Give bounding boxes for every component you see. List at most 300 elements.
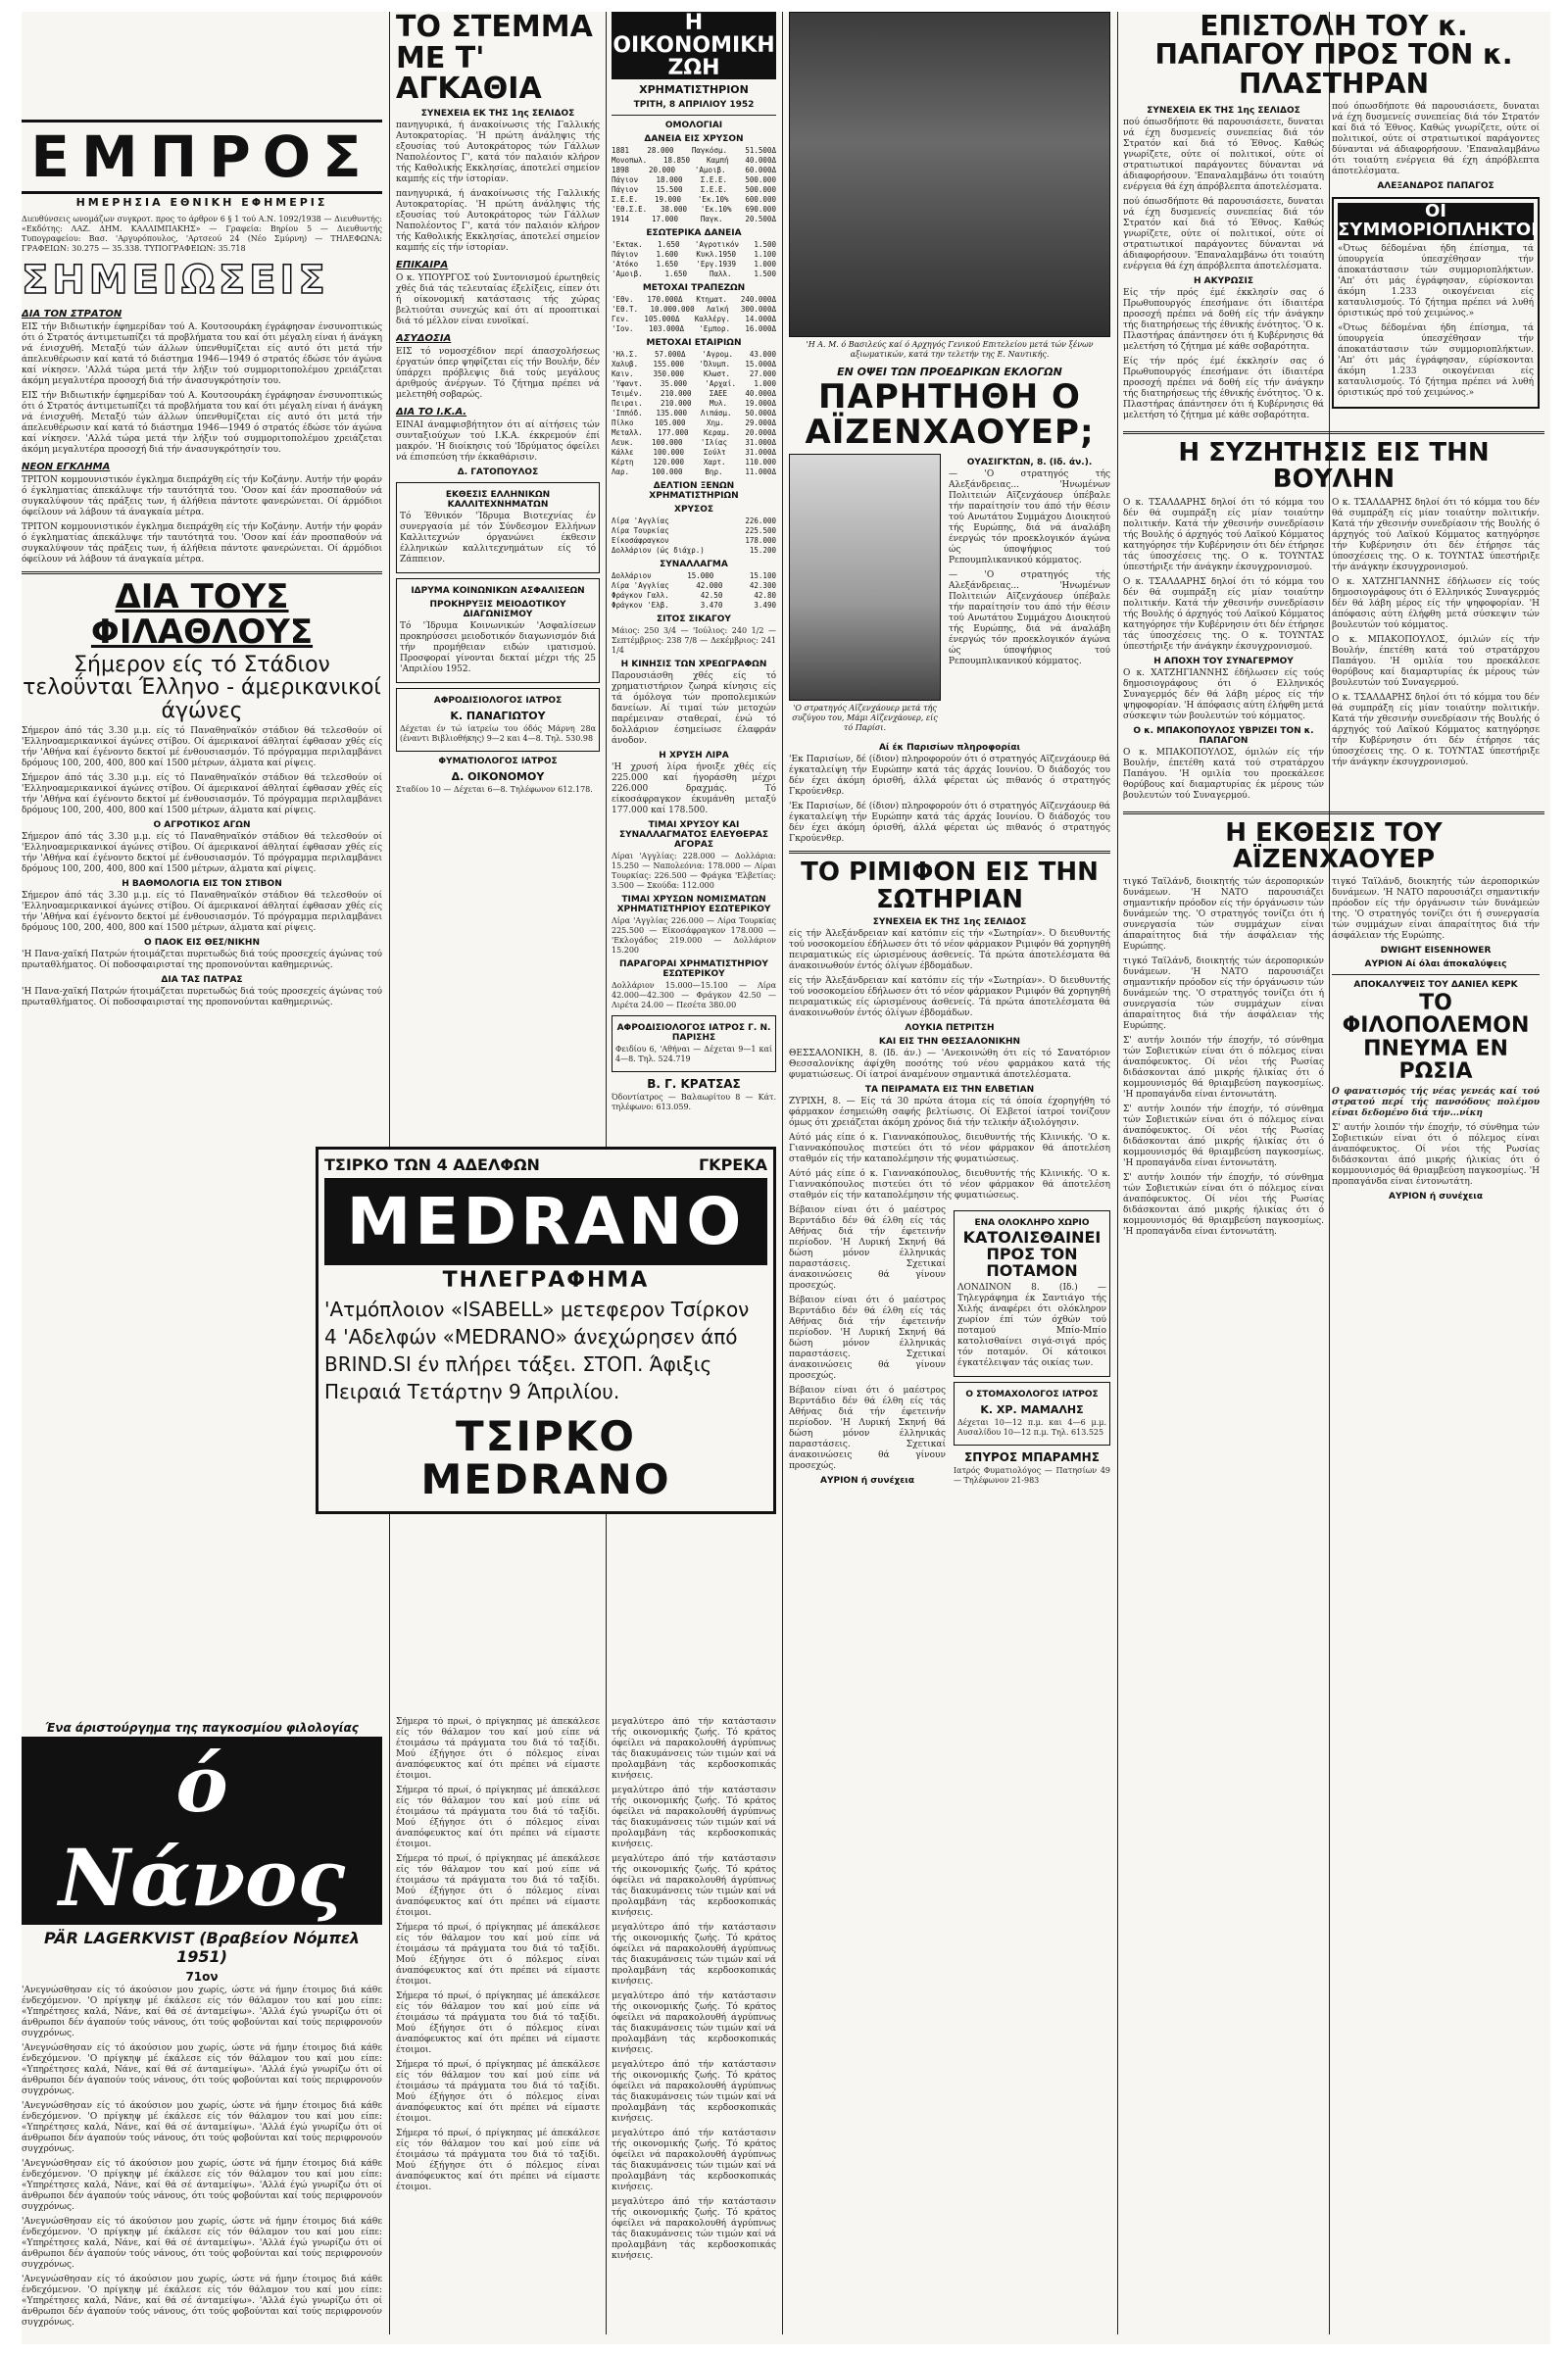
article-text: ΤΡΙΤΟΝ κομμουνιστικόν έγκλημα διεπράχθη είς τήν Κοζάνην. Αυτήν τήν φοράν ό έγκληματίας άπεκάλυψε τήν ταυτότητά του. 'Οσον καί έάν προσπαθούν νά συγκαλύψουν τάς πράξεις των, ή άλήθεια πάντοτε φανερώνεται. Οί άρμόδιοι όφείλουν νά λάβουν τά άναγκαία μέτρα. [22, 475, 382, 517]
table-cell: 240.000Δ [740, 295, 776, 305]
heading: ΝΕΟΝ ΕΓΚΛΗΜΑ [22, 462, 111, 472]
table-cell: 1.000 [754, 260, 776, 270]
table-cell: 'Εμπορ. [699, 324, 731, 334]
article-text: 'Η Πανα-χαϊκή Πατρών ήτοιμάζεται πυρετωδώς διά τούς προσεχείς άγώνας τού πρωταθλήματος. Οί ποδοσφαιρισταί της προπονούνται καθημερινώς. [22, 949, 382, 970]
report-left [1123, 877, 1324, 1242]
doctor-address: Όδοντίατρος — Βαλαωρίτου 8 — Κάτ. τηλέφωνο: 613.059. [612, 1093, 776, 1112]
box-text: ΛΟΝΔΙΝΟΝ 8. (Ιδ.) — Τηλεγράφημα έκ Σαντιάγο τής Χιλής άναφέρει ότι ολόκληρον χωρίον έπί τών όχθών τού ποταμού Μπίο-Μπίο κατολισθαίνει σιγά-σιγά πρός τόν ποταμόν. Οί κάτοικοι έγκατέλειψαν τάς οικίας των. [957, 1283, 1106, 1369]
table-cell: 1.500 [754, 240, 776, 250]
article-text: Σήμερον άπό τάς 3.30 μ.μ. είς τό Παναθηναϊκόν στάδιον θά τελεσθούν οί 'Ελληνοαμερικανικοί άγώνες στίβου. Οί άμερικανοί άθληταί έφθασαν χθές είς τήν 'Αθήνα καί έγένοντο δεκτοί μέ ένθουσιασμόν. Τό πρόγραμμα περιλαμβάνει δρόμους 100, 200, 400, 800 καί 1500 μέτρων, άλματα καί ρίψεις. [22, 890, 382, 933]
serial-author: PÄR LAGERKVIST (Βραβείον Νόμπελ 1951) [43, 1929, 361, 1966]
divider [1332, 974, 1540, 975]
doctor-title: Ο ΣΤΟΜΑΧΟΛΟΓΟΣ ΙΑΤΡΟΣ [965, 1390, 1099, 1400]
ad-tag-right: ΓΚΡΕΚΑ [698, 1155, 767, 1174]
table-cell: 'Εκ.10% [700, 205, 732, 215]
article-text: 'Εκ Παρισίων, δέ (ίδιον) πληροφορούν ότι ό στρατηγός Αϊζενχάουερ θά έγκαταλείψη τήν Ευρώπην κατά τάς άρχάς Ιουνίου. Ό διάδοχός του δέν έχει άκόμη όρισθή, άλλά φέρεται ώς πιθανός ό στρατηγός Γκρούενθερ. [789, 802, 1110, 845]
serial-text: 'Ανεγνώσθησαν είς τό άκούσιον μου χωρίς, ώστε νά ήμην έτοιμος διά κάθε ένδεχόμενον. 'Ο πρίγκηψ μέ έκάλεσε είς τόν θάλαμον του καί μου είπε: «Υπηρέτησες καλά, Νάνε, καί θά σέ άνταμείψω». 'Αλλά έγώ γνωρίζω ότι οί άνθρωποι δέν άγαπούν τούς νάνους, ότι τούς φοβούνται καί τούς περιφρονούν συγχρόνως. [22, 2101, 382, 2154]
box-text: Τό 'Ίδρυμα Κοινωνικών 'Ασφαλίσεων προκηρύσσει μειοδοτικόν διαγωνισμόν διά τήν προμήθειαν ειδών ιματισμού. Προσφοραί γίνονται δεκταί μέχρι τής 25 'Απριλίου 1952. [400, 620, 596, 674]
table-cell: Μεταλλ. [612, 428, 643, 438]
article-text: 'Η Πανα-χαϊκή Πατρών ήτοιμάζεται πυρετωδώς διά τούς προσεχείς άγώνας τού πρωταθλήματος. Οί ποδοσφαιρισταί της προπονούνται καθημερινώς. [22, 986, 382, 1007]
table-cell: 'Εκ.10% [697, 195, 729, 205]
table-cell: Φράγκον 'Ελβ. [612, 601, 669, 611]
article-text: Ο κ. ΤΣΑΛΔΑΡΗΣ δηλοί ότι τό κόμμα του δέν θά συμπράξη είς μίαν τοιαύτην πολιτικήν. Κατά τήν χθεσινήν συνεδρίασιν τής Βουλής ό άρχηγός τού Λαϊκού Κόμματος κατηγόρησε τήν Κυβέρνησιν ότι δέν έτήρησε τάς ύποσχέσεις της. Ο κ. ΤΟΥΝΤΑΣ ύπεστήριξε τήν άνάγκην έκσυγχρονισμού. [1332, 692, 1540, 767]
table-cell: 'Ατόκο [612, 260, 639, 270]
table-cell: Χαλυβ. [612, 360, 639, 369]
serial-text: 'Ανεγνώσθησαν είς τό άκούσιον μου χωρίς, ώστε νά ήμην έτοιμος διά κάθε ένδεχόμενον. 'Ο πρίγκηψ μέ έκάλεσε είς τόν θάλαμον του καί μου είπε: «Υπηρέτησες καλά, Νάνε, καί θά σέ άνταμείψω». 'Αλλά έγώ γνωρίζω ότι οί άνθρωποι δέν άγαπούν τούς νάνους, ότι τούς φοβούνται καί τούς περιφρονούν συγχρόνως. [22, 2217, 382, 2270]
table-cell: 1.650 [656, 260, 679, 270]
article-text: Σήμερον άπό τάς 3.30 μ.μ. είς τό Παναθηναϊκόν στάδιον θά τελεσθούν οί 'Ελληνοαμερικανικοί άγώνες στίβου. Οί άμερικανοί άθληταί έφθασαν χθές είς τήν 'Αθήνα καί έγένοντο δεκτοί μέ ένθουσιασμόν. Τό πρόγραμμα περιλαμβάνει δρόμους 100, 200, 400, 800 καί 1500 μέτρων, άλματα καί ρίψεις. [22, 831, 382, 874]
subheading: Η ΑΚΥΡΩΣΙΣ [1193, 276, 1253, 287]
doctor-ad [954, 1382, 1110, 1446]
article-text: Αύτό μάς είπε ό κ. Γιαννακόπουλος, διευθυντής τής Κλινικής. 'Ο κ. Γιαννακόπουλος πιστεύει ότι τό νέον φάρμακον θά άποτελέση σταθμόν είς τήν καταπολέμησιν τής φυματιώσεως. [789, 1168, 1110, 1201]
masthead-subtitle: ΗΜΕΡΗΣΙΑ ΕΘΝΙΚΗ ΕΦΗΜΕΡΙΣ [75, 196, 328, 209]
box-headline: ΟΙ ΣΥΜΜΟΡΙΟΠΛΗΚΤΟΙ [1338, 201, 1538, 241]
signature: Δ. ΓΑΤΟΠΟΥΛΟΣ [457, 466, 539, 477]
table-row [612, 270, 776, 279]
table-cell: 'Εκτακ. [612, 240, 643, 250]
article-text: Ο κ. ΜΠΑΚΟΠΟΥΛΟΣ, όμιλών είς τήν Βουλήν, έπετέθη κατά τού στρατάρχου Παπάγου. 'Η ομιλία του προεκάλεσε θορύβους καί διαμαρτυρίας έκ μέρους τών βουλευτών τού Συναγερμού. [1123, 747, 1324, 801]
divider [1123, 431, 1544, 434]
subheading: ΠΑΡΑΓΟΡΑΙ ΧΡΗΜΑΤΙΣΤΗΡΙΟΥ ΕΣΩΤΕΡΙΚΟΥ [619, 959, 768, 980]
table-cell: 350.000 [653, 369, 685, 379]
table-cell: 155.000 [653, 360, 685, 369]
economy-title: Η ΟΙΚΟΝΟΜΙΚΗ ΖΩΗ [612, 12, 775, 81]
table-cell: 1.600 [656, 250, 679, 260]
table-cell: 28.000 [647, 146, 674, 156]
table-cell: 3.470 [700, 601, 723, 611]
table-cell: Τσιμέν. [612, 389, 643, 399]
column-rule [1117, 12, 1118, 2334]
table-row [612, 516, 776, 526]
table-cell: Πάγιον [612, 175, 639, 185]
table-cell: 'Ιππόδ. [612, 409, 643, 418]
table-cell: Δολλάριον [612, 571, 652, 581]
heading: ΔΙΑ ΤΟ Ι.Κ.Α. [396, 406, 467, 417]
heading: ΔΙΑ ΤΟΝ ΣΤΡΑΤΟΝ [22, 309, 122, 319]
table-cell: 500.000 [745, 175, 776, 185]
article-text: ΕΙΣ τήν Βιδιωτικήν έφημερίδαν τού Α. Κουτσουράκη έγράφησαν ένσυνοπτικώς ότι ό Στρατός άντιμετωπίζει τά προβλήματα του καί ότι μέγαλη είναι ή άνάγκη νά ένισχυθή. Μεταξύ τών άλλων ύπενθυμίζεται είς αυτό ότι μετά τήν άπελευθέρωσιν καί κατά τό διάστημα 1946—1949 ό στρατός έδώσε τόν άγώνα καί νίκησεν. 'Αλλά τώρα μετά τήν λήξιν τού συμμοριτοπολέμου χρειάζεται άκόμη μεγαλυτέρα προσοχή διά τήν άνασυγκρότησίν του. [22, 322, 382, 386]
subheading: ΚΑΙ ΕΙΣ ΤΗΝ ΘΕΣΣΑΛΟΝΙΚΗΝ [878, 1036, 1021, 1047]
table-cell: 1.100 [754, 250, 776, 260]
article-text: Είς τήν πρός έμέ έκκλησίν σας ό Πρωθυπουργός έπεσήμανε ότι ίδιαιτέρα προσοχή πρέπει νά δοθή είς τήν άνάγκην τής διατηρήσεως τής έθνικής ένότητος. 'Ο κ. Πλαστήρας άπάντησεν ότι ή Κυβέρνησις θά μελετήση τό ζήτημα μέ κάθε σοβαρότητα. [1123, 357, 1324, 421]
article-text: Ο κ. ΧΑΤΖΗΓΙΑΝΝΗΣ έδήλωσεν είς τούς δημοσιογράφους ότι ό Ελληνικός Συναγερμός δέν θά λάβη μέρος είς τήν ψηφοφορίαν. 'Η άπόφασις αύτη έλήφθη μετά σύσκεψιν τών βουλευτών τού κόμματος. [1332, 576, 1540, 630]
table-cell: 43.000 [749, 350, 776, 360]
article-text: Σήμερα τό πρωί, ό πρίγκηπας μέ άπεκάλεσε είς τόν θάλαμον του καί μού είπε νά έτοιμάσω τά πράγματα του διά τό ταξίδι. Μού έξήγησε ότι ό πόλεμος είναι άναπόφευκτος καί ότι πρέπει νά είμαστε έτοιμοι. [396, 1854, 600, 1918]
table-row [612, 166, 776, 175]
table-row [612, 350, 776, 360]
table-cell: Γεν. [612, 315, 630, 324]
doctor-ad [396, 688, 600, 752]
subheading: Η ΒΑΘΜΟΛΟΓΙΑ ΕΙΣ ΤΟΝ ΣΤΙΒΟΝ [122, 878, 282, 889]
table-row [612, 185, 776, 195]
table-cell: 35.000 [660, 379, 688, 389]
table-cell: Λιπάσμ. [700, 409, 732, 418]
table-cell: 31.000Δ [745, 438, 776, 448]
table-cell: Καμπή [706, 156, 729, 166]
table-title: ΜΕΤΟΧΑΙ ΤΡΑΠΕΖΩΝ [642, 283, 746, 294]
table-cell: Κέρτη [612, 458, 634, 467]
serial-text: 'Ανεγνώσθησαν είς τό άκούσιον μου χωρίς, ώστε νά ήμην έτοιμος διά κάθε ένδεχόμενον. 'Ο πρίγκηψ μέ έκάλεσε είς τόν θάλαμον του καί μου είπε: «Υπηρέτησες καλά, Νάνε, καί θά σέ άνταμείψω». 'Αλλά έγώ γνωρίζω ότι οί άνθρωποι δέν άγαπούν τούς νάνους, ότι τούς φοβούνται καί τούς περιφρονούν συγχρόνως. [22, 2043, 382, 2096]
table-cell: 100.000 [651, 438, 683, 448]
table-cell: 20.000 [648, 166, 676, 175]
table-cell: Σ.Ε.Ε. [700, 175, 727, 185]
article-text: Σήμερα τό πρωί, ό πρίγκηπας μέ άπεκάλεσε είς τόν θάλαμον του καί μού είπε νά έτοιμάσω τά πράγματα του διά τό ταξίδι. Μού έξήγησε ότι ό πόλεμος είναι άναπόφευκτος καί ότι πρέπει νά είμαστε έτοιμοι. [396, 1923, 600, 1987]
article-text: Λίραι 'Αγγλίας: 228.000 — Δολλάρια: 15.250 — Ναπολεόνια: 178.000 — Λίραι Τουρκίας: 226.500 — Φράγκα 'Ελβετίας: 3.500 — Σκούδα: 112.000 [612, 852, 776, 891]
serial-text: 'Ανεγνώσθησαν είς τό άκούσιον μου χωρίς, ώστε νά ήμην έτοιμος διά κάθε ένδεχόμενον. 'Ο πρίγκηψ μέ έκάλεσε είς τόν θάλαμον του καί μου είπε: «Υπηρέτησες καλά, Νάνε, καί θά σέ άνταμείψω». 'Αλλά έγώ γνωρίζω ότι οί άνθρωποι δέν άγαπούν τούς νάνους, ότι τούς φοβούνται καί τούς περιφρονούν συγχρόνως. [22, 2275, 382, 2328]
landslide-box [954, 1210, 1110, 1377]
newspaper-page [22, 12, 1550, 2344]
subheading: ΤΙΜΑΙ ΧΡΥΣΩΝ ΝΟΜΙΣΜΑΤΩΝ ΧΡΗΜΑΤΙΣΤΗΡΙΟΥ ΕΣΩΤΕΡΙΚΟΥ [616, 895, 771, 915]
photo-block [789, 454, 941, 739]
table-row [612, 205, 776, 215]
letter-left [1123, 102, 1324, 425]
table-cell: Κυκλ.1950 [696, 250, 737, 260]
article-text: 'Η χρυσή λίρα ήνοιξε χθές είς 225.000 καί ήγοράσθη μέχρι 226.000 δραχμάς. Τό είκοσάφραγκον έκυμάνθη μεταξύ 177.000 καί 178.500. [612, 762, 776, 816]
ad-header [324, 1155, 767, 1174]
table-cell: 11.000Δ [745, 467, 776, 477]
table-cell: 690.000 [745, 205, 776, 215]
table-cell: 'Εργ.1939 [696, 260, 737, 270]
signature: ΛΟΥΚΙΑ ΠΕΤΡΙΤΣΗ [905, 1022, 995, 1033]
table-row [612, 418, 776, 428]
divider [1123, 811, 1544, 814]
parliament-layout [1123, 498, 1544, 806]
table-cell: 10.000.000 [650, 305, 695, 315]
table-cell: 57.000Δ [654, 350, 686, 360]
grain-text: Μάιος: 250 3/4 — 'Ιούλιος: 240 1/2 — Σεπτέμβριος: 238 7/8 — Δεκέμβριος: 241 1/4 [612, 626, 776, 656]
table-cell: Πίλκο [612, 418, 634, 428]
signature: DWIGHT EISENHOWER [1380, 946, 1492, 957]
article-text: — 'Ο στρατηγός τής Αλεξάνδρειας... 'Ηνωμένων Πολιτειών Αϊζενχάουερ ύπέβαλε τήν παραίτησίν του άπό τήν θέσιν τού Ανωτάτου Συμμάχου Διοικητού τής Ευρώπης, διά νά άναλάβη ένεργώς τόν προεκλογικόν άγώνα ώς ύποψήφιος τού Ρεπουμπλικανικού κόμματος. [949, 570, 1110, 667]
doctor-title: ΑΦΡΟΔΙΣΙΟΛΟΓΟΣ ΙΑΤΡΟΣ Γ. Ν. ΠΑΡΙΣΗΣ [616, 1023, 771, 1044]
ad-footer: ΤΣΙΡΚΟ MEDRANO [420, 1412, 671, 1504]
article-text: Βέβαιον είναι ότι ό μαέστρος Βερντάδιο δέν θά έλθη είς τάς Αθήνας διά τήν έφετεινήν περίοδον. 'Η Λυρική Σκηνή θά δώση μόνον έλληνικάς παραστάσεις. Σχετικαί άνακοινώσεις θά γίνουν προσεχώς. [789, 1295, 946, 1381]
table-cell: 27.000 [749, 369, 776, 379]
table-cell: 40.000Δ [745, 156, 776, 166]
table-row [612, 146, 776, 156]
table-row [612, 526, 776, 536]
table-row [612, 536, 776, 546]
table-cell: 'Αμοιβ. [612, 270, 643, 279]
table-cell: 20.000Δ [745, 428, 776, 438]
article-text: μεγαλύτερο άπό τήν κατάστασιν τής οικονομικής ζωής. Τό κράτος όφείλει νά παρακολουθή άγρύπνως τάς διακυμάνσεις τών τιμών καί νά προλαμβάνη τάς κερδοσκοπικάς κινήσεις. [612, 2060, 776, 2124]
table-row [612, 591, 776, 601]
table-cell: 'Αγροτικόν [694, 240, 740, 250]
table-cell: 'Υφαντ. [612, 379, 643, 389]
table-row [612, 438, 776, 448]
masthead-title: ΕΜΠΡΟΣ [22, 120, 382, 194]
insurance-box [396, 578, 600, 683]
table-cell: 1.500 [754, 270, 776, 279]
table-cell: 1.650 [664, 270, 688, 279]
subheading: ΑΥΡΙΟΝ Αί όλαι άποκαλύψεις [1364, 959, 1507, 970]
article-text: μεγαλύτερο άπό τήν κατάστασιν τής οικονομικής ζωής. Τό κράτος όφείλει νά παρακολουθή άγρύπνως τάς διακυμάνσεις τών τιμών καί νά προλαμβάνη τάς κερδοσκοπικάς κινήσεις. [612, 2197, 776, 2261]
table-cell: 17.000 [651, 215, 679, 224]
article-text: πού όπωσδήποτε θά παρουσιάσετε, δυναται νά έχη δυσμενείς συνεπείας διά τόν Στρατόν καί διά τό Έθνος. Καθώς γνωρίζετε, ούτε οί πολιτικοί, ούτε οί στρατιωτικοί παράγοντες δύνανται νά άδιαφορήσουν. 'Επαναλαμβάνω ότι τοιαύτη ενέργεια θά έχη άπρόβλεπτα άποτελέσματα. [1123, 197, 1324, 272]
medrano-advertisement [316, 1139, 776, 1688]
table-cell: Μονοπωλ. [612, 156, 648, 166]
table-cell: 50.000Δ [745, 409, 776, 418]
table-cell: 225.500 [745, 526, 776, 536]
gold-table [612, 516, 776, 556]
table-row [612, 215, 776, 224]
table-cell: Λίρα 'Αγγλίας [612, 581, 669, 591]
article-text: τιγκό Ταϊλάνδ, διοικητής τών άεροπορικών δυνάμεων. 'Η ΝΑΤΟ παρουσιάζει σημαντικήν πρόοδον είς τήν όργάνωσιν τών δυνάμεών της. 'Ο στρατηγός τονίζει ότι ή συνεργασία τών συμμάχων είναι άπαραίτητος διά τήν άσφάλειαν τής Ευρώπης. [1123, 957, 1324, 1032]
table-row [612, 260, 776, 270]
table-cell: 300.000Δ [740, 305, 776, 315]
table-cell: 226.000 [745, 516, 776, 526]
article-text: Σήμερα τό πρωί, ό πρίγκηπας μέ άπεκάλεσε είς τόν θάλαμον του καί μού είπε νά έτοιμάσω τά πράγματα του διά τό ταξίδι. Μού έξήγησε ότι ό πόλεμος είναι άναπόφευκτος καί ότι πρέπει νά είμαστε έτοιμοι. [396, 2060, 600, 2124]
serial-text: 'Ανεγνώσθησαν είς τό άκούσιον μου χωρίς, ώστε νά ήμην έτοιμος διά κάθε ένδεχόμενον. 'Ο πρίγκηψ μέ έκάλεσε είς τόν θάλαμον του καί μου είπε: «Υπηρέτησες καλά, Νάνε, καί θά σέ άνταμείψω». 'Αλλά έγώ γνωρίζω ότι οί άνθρωποι δέν άγαπούν τούς νάνους, ότι τούς φοβούνται καί τούς περιφρονούν συγχρόνως. [22, 2159, 382, 2212]
letter-right [1332, 102, 1540, 425]
box-text: «Ότως δέδομέναι ήδη έπίσημα, τά ύπουργεία ύπεσχέθησαν τήν άποκατάστασιν τών συμμοριοπλήκτων. 'Απ' ότι μάς έγράφησαν, εύρίσκονται άκόμη 1.233 οικογένειαι είς καταυλισμούς. Τό ζήτημα πρέπει νά λυθή όριστικώς πρό τού χειμώνος.» [1338, 243, 1534, 319]
article-text: Ο κ. ΧΑΤΖΗΓΙΑΝΝΗΣ έδήλωσεν είς τούς δημοσιογράφους ότι ό Ελληνικός Συναγερμός δέν θά λάβη μέρος είς τήν ψηφοφορίαν. 'Η άπόφασις αύτη έλήφθη μετά σύσκεψιν τών βουλευτών τού κόμματος. [1123, 667, 1324, 721]
table-cell: Σ.Ε.Ε. [612, 195, 639, 205]
table-cell: 42.50 [700, 591, 723, 601]
table-cell: Λίρα 'Αγγλίας [612, 516, 669, 526]
article-text: ΤΡΙΤΟΝ κομμουνιστικόν έγκλημα διεπράχθη είς τήν Κοζάνην. Αυτήν τήν φοράν ό έγκληματίας άπεκάλυψε τήν ταυτότητά του. 'Οσον καί έάν προσπαθούν νά συγκαλύψουν τάς πράξεις των, ή άλήθεια πάντοτε φανερώνεται. Οί άρμόδιοι όφείλουν νά λάβουν τά άναγκαία μέτρα. [22, 522, 382, 564]
table-row [612, 195, 776, 205]
article-text: Αύτό μάς είπε ό κ. Γιαννακόπουλος, διευθυντής τής Κλινικής. 'Ο κ. Γιαννακόπουλος πιστεύει ότι τό νέον φάρμακον θά άποτελέση σταθμόν είς τήν καταπολέμησιν τής φυματιώσεως. [789, 1132, 1110, 1164]
signature: ΑΛΕΞΑΝΔΡΟΣ ΠΑΠΑΓΟΣ [1377, 181, 1494, 192]
subheading: ΤΑ ΠΕΙΡΑΜΑΤΑ ΕΙΣ ΤΗΝ ΕΛΒΕΤΙΑΝ [864, 1084, 1035, 1095]
table-cell: 15.500 [656, 185, 683, 195]
masthead-imprint: Διευθύνσεις ωνομάζων συγκροτ. προς το άρθρον 6 § 1 τού Α.Ν. 1092/1938 — Διευθυντής: «Εκδότης: ΛΑΖ. ΔΗΜ. ΚΑΛΛΙΜΠΑΚΗΣ» — Γραφεία: Βηρίου 5 — Διευθυντής Τυπογραφείου: Βασ. 'Αργυρόπουλος, 'Αρτσεού 24 (Νέο Σμύρνη) — ΤΗΛΕΦΩΝΑ: ΓΡΑΦΕΙΩΝ: 30.275 — 35.338. ΤΥΠΟΓΡΑΦΕΙΩΝ: 35.718 [22, 215, 382, 253]
table-cell: 51.500Δ [745, 146, 776, 156]
table-row [612, 175, 776, 185]
table-cell: 1.650 [657, 240, 680, 250]
serial-title: ό Νάνος [22, 1737, 382, 1925]
quote: Ο φανατισμός τής νέας γενεάς καί τού στρατού περί τής πανσόδους πολέμου είναι δεδομένο διά τήν...νίκη [1332, 1086, 1540, 1118]
article-text: πανηγυρικά, ή άνακοίνωσις τής Γαλλικής Αυτοκρατορίας. 'Η πρώτη άνάληψις τής εξουσίας τού Αυτοκράτορος τών Γάλλων Ναπολέοντος Γ', κατά τόν παλαιόν κλήρον τής Καθολικής Εκκλησίας, άποτελεί σημείον καμπής είς τήν ίστορίαν. [396, 120, 600, 184]
table-cell: Λαϊκή [706, 305, 729, 315]
table-subtitle: ΔΑΝΕΙΑ ΕΙΣ ΧΡΥΣΟΝ [644, 134, 744, 145]
column-2-lower [396, 1717, 600, 2344]
table-title: ΧΡΥΣΟΣ [674, 505, 713, 515]
table-cell: 14.000Δ [745, 315, 776, 324]
table-row [612, 458, 776, 467]
box-title: ΕΚΘΕΣΙΣ ΕΛΛΗΝΙΚΩΝ ΚΑΛΛΙΤΕΧΝΗΜΑΤΩΝ [445, 489, 551, 510]
table-cell: 105.000Δ [644, 315, 680, 324]
table-cell: Λευκ. [612, 438, 634, 448]
article-text: πού όπωσδήποτε θά παρουσιάσετε, δυναται νά έχη δυσμενείς συνεπείας διά τόν Στρατόν καί διά τό Έθνος. Καθώς γνωρίζετε, ούτε οί πολιτικοί, ούτε οί στρατιωτικοί παράγοντες δύνανται νά άδιαφορήσουν. 'Επαναλαμβάνω ότι τοιαύτη ενέργεια θά έχη άπρόβλεπτα άποτελέσματα. [1123, 118, 1324, 193]
table-cell: 60.000Δ [745, 166, 776, 175]
table-cell: Πειραι. [612, 399, 643, 409]
subheading: ΣΙΤΟΣ ΣΙΚΑΓΟΥ [657, 614, 731, 625]
lower-layout [789, 1205, 1110, 1490]
table-cell: Κάλλε [612, 448, 634, 458]
subheading: Ο ΑΓΡΟΤΙΚΟΣ ΑΓΩΝ [153, 819, 251, 830]
column-rule [782, 12, 783, 2334]
heading: ΑΣΥΔΟΣΙΑ [396, 332, 452, 344]
subheading: ΔΙΑ ΤΑΣ ΠΑΤΡΑΣ [161, 974, 243, 985]
table-cell: 100.000 [653, 448, 685, 458]
article-text: είς τήν Άλεξάνδρειαν καί κατόπιν είς τήν «Σωτηρίαν». Ό διευθυντής τού νοσοκομείου έδήλωσεν ότι τό νέον φάρμακον Ριμιφόν θά χορηγηθή πειραματικώς είς ώρισμένους άσθενείς. Τά πρώτα άποτελέσματα θά άνακοινωθούν έντός όλίγων έβδομάδων. [789, 928, 1110, 971]
article-text: Σ' αυτήν λοιπόν τήν έποχήν, τό σύνθημα τών Σοβιετικών είναι ότι ό πόλεμος είναι άναπόφευκτος. Οί νέοι τής Ρωσίας διδάσκονται άπό μικρής ήλικίας ότι ό κομμουνισμός θά θριαμβεύση παγκοσμίως. 'Η προπαγάνδα είναι έντονωτάτη. [1123, 1104, 1324, 1169]
table-row [612, 360, 776, 369]
dateline: ΟΥΑΣΙΓΚΤΩΝ, 8. (Ιδ. άν.). [966, 458, 1093, 468]
article-text: ΘΕΣΣΑΛΟΝΙΚΗ, 8. (Ιδ. άν.) — 'Ανεκοινώθη ότι είς τό Σανατόριον Θεσσαλονίκης άφίχθη ποσότης τού νέου φαρμάκου κατά τής φυματιώσεως. Οί ίατροί άναμένουν σημαντικά άποτελέσματα. [789, 1048, 1110, 1080]
table-cell: 'Ιλίας [700, 438, 727, 448]
column-3-lower [612, 1717, 776, 2344]
table-cell: 170.000Δ [647, 295, 683, 305]
article-text: Σήμερον άπό τάς 3.30 μ.μ. είς τό Παναθηναϊκόν στάδιον θά τελεσθούν οί 'Ελληνοαμερικανικοί άγώνες στίβου. Οί άμερικανοί άθληταί έφθασαν χθές είς τήν 'Αθήνα καί έγένοντο δεκτοί μέ ένθουσιασμόν. Τό πρόγραμμα περιλαμβάνει δρόμους 100, 200, 400, 800 καί 1500 μέτρων, άλματα καί ρίψεις. [22, 725, 382, 768]
table-cell: Βηρ. [705, 467, 723, 477]
article-text: μεγαλύτερο άπό τήν κατάστασιν τής οικονομικής ζωής. Τό κράτος όφείλει νά παρακολουθή άγρύπνως τάς διακυμάνσεις τών τιμών καί νά προλαμβάνη τάς κερδοσκοπικάς κινήσεις. [612, 1786, 776, 1849]
table-cell: 210.000 [660, 389, 692, 399]
table-cell: 'Αρχαί. [705, 379, 737, 389]
report-layout [1123, 877, 1544, 1242]
table-row [612, 156, 776, 166]
internal-loans-table [612, 240, 776, 279]
article-text: Ο κ. ΤΣΑΛΔΑΡΗΣ δηλοί ότι τό κόμμα του δέν θά συμπράξη είς μίαν τοιαύτην πολιτικήν. Κατά τήν χθεσινήν συνεδρίασιν τής Βουλής ό άρχηγός τού Λαϊκού Κόμματος κατηγόρησε τήν Κυβέρνησιν ότι δέν έτήρησε τάς ύποσχέσεις της. Ο κ. ΤΟΥΝΤΑΣ ύπεστήριξε τήν άνάγκην έκσυγχρονισμού. [1123, 576, 1324, 652]
ad-message: 'Ατμόπλοιον «ISABELL» μετεφερον Τσίρκον 4 'Αδελφών «MEDRANO» άνεχώρησεν άπό BRIND.SI έν πλήρει τάξει. ΣΤΟΠ. Άφιξις Πειραιά Τετάρτην 9 Άπριλίου. [324, 1298, 750, 1404]
table-cell: 42.000 [696, 581, 723, 591]
table-cell: 38.000 [660, 205, 688, 215]
doctor-ad [612, 1015, 776, 1072]
box-kicker: ΕΝΑ ΟΛΟΚΛΗΡΟ ΧΩΡΙΟ [974, 1217, 1090, 1228]
table-cell: 18.850 [662, 156, 691, 166]
doctor-name: Δ. ΟΙΚΟΝΟΜΟΥ [451, 769, 545, 783]
table-cell: Κεραμ. [703, 428, 731, 438]
article-layout [789, 454, 1110, 739]
serial-top-line: Ένα άριστούργημα της παγκοσμίου φιλολογίας [45, 1721, 359, 1735]
table-row [612, 409, 776, 418]
table-cell: Παγκ. [700, 215, 723, 224]
subheading: ΑΠΟΚΑΛΥΨΕΙΣ ΤΟΥ ΔΑΝΙΕΛ ΚΕΡΚ [1353, 980, 1518, 991]
headline-eisenhower: ΠΑΡΗΤΗΘΗ Ο ΑΪΖΕΝΧΑΟΥΕΡ; [805, 377, 1095, 452]
table-row [612, 448, 776, 458]
article-text: Σ' αυτήν λοιπόν τήν έποχήν, τό σύνθημα τών Σοβιετικών είναι ότι ό πόλεμος είναι άναπόφευκτος. Οί νέοι τής Ρωσίας διδάσκονται άπό μικρής ήλικίας ότι ό κομμουνισμός θά θριαμβεύση παγκοσμίως. 'Η προπαγάνδα είναι έντονωτάτη. [1123, 1173, 1324, 1238]
serial-text: 'Ανεγνώσθησαν είς τό άκούσιον μου χωρίς, ώστε νά ήμην έτοιμος διά κάθε ένδεχόμενον. 'Ο πρίγκηψ μέ έκάλεσε είς τόν θάλαμον του καί μου είπε: «Υπηρέτησες καλά, Νάνε, καί θά σέ άνταμείψω». 'Αλλά έγώ γνωρίζω ότι οί άνθρωποι δέν άγαπούν τούς νάνους, ότι τούς φοβούνται καί τούς περιφρονούν συγχρόνως. [22, 1986, 382, 2038]
table-row [612, 601, 776, 611]
table-title: ΕΣΩΤΕΡΙΚΑ ΔΑΝΕΙΑ [646, 228, 742, 239]
article-text: πού όπωσδήποτε θά παρουσιάσετε, δυναται νά έχη δυσμενείς συνεπείας διά τόν Στρατόν καί διά τό Έθνος. Καθώς γνωρίζετε, ούτε οί πολιτικοί, ούτε οί στρατιωτικοί παράγοντες δύνανται νά άδιαφορήσουν. 'Επαναλαμβάνω ότι τοιαύτη ενέργεια θά έχη άπρόβλεπτα άποτελέσματα. [1332, 102, 1540, 177]
ad-telegram: ΤΗΛΕΓΡΑΦΗΜΑ [442, 1268, 650, 1293]
table-row [612, 389, 776, 399]
continued-label: ΣΥΝΕΧΕΙΑ ΕΚ ΤΗΣ 1ης ΣΕΛΙΔΟΣ [872, 916, 1027, 927]
continued-note: ΑΥΡΙΟΝ ή συνέχεια [819, 1475, 915, 1486]
table-cell: 15.000 [687, 571, 714, 581]
doctor-title: ΑΦΡΟΔΙΣΙΟΛΟΓΟΣ ΙΑΤΡΟΣ [433, 695, 563, 706]
table-cell: 20.500Δ [745, 215, 776, 224]
table-cell: 1881 [612, 146, 630, 156]
doctor-address: Δέχεται έν τώ ίατρείω του όδός Μάρνη 28α (έναντι Βιβλιοθήκης) 9—2 και 4—8. Τηλ. 530.98 [400, 723, 596, 743]
section-title: ΣΗΜΕΙΩΣΕΙΣ [22, 258, 329, 303]
article-text: Είς τήν πρός έμέ έκκλησίν σας ό Πρωθυπουργός έπεσήμανε ότι ίδιαιτέρα προσοχή πρέπει νά δοθή είς τήν άνάγκην τής διατηρήσεως τής έθνικής ένότητος. 'Ο κ. Πλαστήρας άπάντησεν ότι ή Κυβέρνησις θά μελετήση τό ζήτημα μέ κάθε σοβαρότητα. [1123, 288, 1324, 353]
table-row [612, 467, 776, 477]
box-headline: ΚΑΤΟΛΙΣΘΑΙΝΕΙ ΠΡΟΣ ΤΟΝ ΠΟΤΑΜΟΝ [962, 1227, 1102, 1280]
refugees-box [1332, 197, 1540, 409]
article-text: Σήμερα τό πρωί, ό πρίγκηπας μέ άπεκάλεσε είς τόν θάλαμον του καί μού είπε νά έτοιμάσω τά πράγματα του διά τό ταξίδι. Μού έξήγησε ότι ό πόλεμος είναι άναπόφευκτος καί ότι πρέπει νά είμαστε έτοιμοι. [396, 2129, 600, 2192]
table-cell: 15.000Δ [745, 360, 776, 369]
table-row [612, 305, 776, 315]
table-cell: 'Αμοιβ. [694, 166, 726, 175]
article-text: Σήμερα τό πρωί, ό πρίγκηπας μέ άπεκάλεσε είς τόν θάλαμον του καί μού είπε νά έτοιμάσω τά πράγματα του διά τό ταξίδι. Μού έξήγησε ότι ό πόλεμος είναι άναπόφευκτος καί ότι πρέπει νά είμαστε έτοιμοι. [396, 1717, 600, 1781]
table-row [612, 315, 776, 324]
table-cell: 'Όλυμπ. [699, 360, 731, 369]
table-row [612, 379, 776, 389]
table-cell: 'Εθ.Σ.Ε. [612, 205, 648, 215]
article-text: Σήμερον άπό τάς 3.30 μ.μ. είς τό Παναθηναϊκόν στάδιον θά τελεσθούν οί 'Ελληνοαμερικανικοί άγώνες στίβου. Οί άμερικανοί άθληταί έφθασαν χθές είς τήν 'Αθήνα καί έγένοντο δεκτοί μέ ένθουσιασμόν. Τό πρόγραμμα περιλαμβάνει δρόμους 100, 200, 400, 800 καί 1500 μέτρων, άλματα καί ρίψεις. [22, 772, 382, 815]
table-cell: 1914 [612, 215, 630, 224]
article-text: πανηγυρικά, ή άνακοίνωσις τής Γαλλικής Αυτοκρατορίας. 'Η πρώτη άνάληψις τής εξουσίας τού Αυτοκράτορος τών Γάλλων Ναπολέοντος Γ', κατά τόν παλαιόν κλήρον τής Καθολικής Εκκλησίας, άποτελεί σημείον καμπής είς τήν ίστορίαν. [396, 188, 600, 253]
table-cell: Πάγιον [612, 185, 639, 195]
table-cell: Χημ. [706, 418, 724, 428]
note: ΔΕΛΤΙΟΝ ΞΕΝΩΝ ΧΡΗΜΑΤΙΣΤΗΡΙΩΝ [649, 481, 739, 502]
table-cell: 1.000 [754, 379, 776, 389]
box-title: ΙΔΡΥΜΑ ΚΟΙΝΩΝΙΚΩΝ ΑΣΦΑΛΙΣΕΩΝ [411, 585, 585, 596]
table-cell: 15.100 [749, 571, 776, 581]
table-row [612, 428, 776, 438]
article-text: είς τήν Άλεξάνδρειαν καί κατόπιν είς τήν «Σωτηρίαν». Ό διευθυντής τού νοσοκομείου έδήλωσεν ότι τό νέον φάρμακον Ριμιφόν θά χορηγηθή πειραματικώς είς ώρισμένους άσθενείς. Τά πρώτα άποτελέσματα θά άνακοινωθούν έντός όλίγων έβδομάδων. [789, 975, 1110, 1018]
sports-title: ΔΙΑ ΤΟΥΣ ΦΙΛΑΘΛΟΥΣ [90, 577, 314, 652]
table-cell: Χαρτ. [703, 458, 726, 467]
box-text: «Ότως δέδομέναι ήδη έπίσημα, τά ύπουργεία ύπεσχέθησαν τήν άποκατάστασιν τών συμμοριοπλήκτων. 'Απ' ότι μάς έγράφησαν, εύρίσκονται άκόμη 1.233 οικογένειαι είς καταυλισμούς. Τό ζήτημα πρέπει νά λυθή όριστικώς πρό τού χειμώνος.» [1338, 322, 1534, 398]
doctor-name: Κ. ΠΑΝΑΓΙΩΤΟΥ [450, 709, 546, 722]
table-cell: 'Ιον. [612, 324, 634, 334]
table-cell: 19.000 [654, 195, 682, 205]
table-cell: 1898 [612, 166, 630, 175]
text-block [949, 454, 1110, 739]
table-cell: 103.000Δ [648, 324, 685, 334]
table-cell: 178.000 [745, 536, 776, 546]
lower-left [789, 1205, 946, 1490]
headline-rimifon: ΤΟ ΡΙΜΙΦΟΝ ΕΙΣ ΤΗΝ ΣΩΤΗΡΙΑΝ [801, 858, 1099, 914]
article-text: ΖΥΡΙΧΗ, 8. — Είς τά 30 πρώτα άτομα είς τά όποία έχορηγήθη τό φάρμακον έσημειώθη σαφής βελτίωσις. Οί Ελβετοί ίατροί τονίζουν όμως ότι χρειάζεται άκόμη χρόνος διά τήν τελικήν άξιολόγησιν. [789, 1096, 1110, 1128]
serial-nanos [22, 1717, 382, 2344]
ad-tag: ΤΣΙΡΚΟ ΤΩΝ 4 ΑΔΕΛΦΩΝ [324, 1155, 540, 1174]
table-cell: 'Εθν. [612, 295, 634, 305]
doctor-address: Φειδίου 6, 'Αθήναι — Δέχεται 9—1 καί 4—8. Τηλ. 524.719 [615, 1045, 772, 1064]
article-text: Παρουσιάσθη χθές είς τό χρηματιστήριον ζωηρά κίνησις είς τά όμόλογα τών προπολεμικών δανείων. Αί τιμαί τών μετοχών παρέμειναν σταθεραί, ένώ τό δολλάριον έσημείωσε έλαφράν άνοδον. [612, 671, 776, 747]
table-row [612, 295, 776, 305]
article-text: Βέβαιον είναι ότι ό μαέστρος Βερντάδιο δέν θά έλθη είς τάς Αθήνας διά τήν έφετεινήν περίοδον. 'Η Λυρική Σκηνή θά δώση μόνον έλληνικάς παραστάσεις. Σχετικαί άνακοινώσεις θά γίνουν προσεχώς. [789, 1204, 946, 1291]
doctor-name: ΣΠΥΡΟΣ ΜΠΑΡΑΜΗΣ [964, 1450, 1100, 1465]
table-cell: Κλωστ. [703, 369, 731, 379]
doctor-address: Δέχεται 10—12 π.μ. και 4—6 μ.μ. Αυσαλίδου 10—12 π.μ. Τηλ. 613.525 [957, 1418, 1106, 1438]
continued-note: ΑΥΡΙΟΝ ή συνέχεια [1388, 1191, 1484, 1202]
table-cell: 15.200 [749, 546, 776, 556]
article-text: Λίρα 'Αγγλίας 226.000 — Λίρα Τουρκίας 225.500 — Είκοσάφραγκον 178.000 — 'Εκλογάδος 219.000 — Δολλάριον 15.200 [612, 916, 776, 956]
navy-officers-photo [789, 12, 1110, 337]
bank-shares-table [612, 295, 776, 334]
table-cell: 31.000Δ [745, 448, 776, 458]
table-cell: 16.000Δ [745, 324, 776, 334]
article-text: Ο κ. ΜΠΑΚΟΠΟΥΛΟΣ, όμιλών είς τήν Βουλήν, έπετέθη κατά τού στρατάρχου Παπάγου. 'Η ομιλία του προεκάλεσε θορύβους καί διαμαρτυρίας έκ μέρους τών βουλευτών τού Συναγερμού. [1332, 634, 1540, 688]
article-text: ΕΙΣ τό νομοσχέδιον περί άπασχολήσεως έργατών όπερ ψηφίζεται είς τήν Βουλήν, δέν ύπάρχει πρόβλεψις διά τούς μεγάλους άριθμούς άνέργων. Τό ζήτημα πρέπει νά μελετηθή σοβαρώς. [396, 346, 600, 400]
table-cell: Κτηματ. [696, 295, 727, 305]
article-text: μεγαλύτερο άπό τήν κατάστασιν τής οικονομικής ζωής. Τό κράτος όφείλει νά παρακολουθή άγρύπνως τάς διακυμάνσεις τών τιμών καί νά προλαμβάνη τάς κερδοσκοπικάς κινήσεις. [612, 1717, 776, 1781]
article-text: μεγαλύτερο άπό τήν κατάστασιν τής οικονομικής ζωής. Τό κράτος όφείλει νά παρακολουθή άγρύπνως τάς διακυμάνσεις τών τιμών καί νά προλαμβάνη τάς κερδοσκοπικάς κινήσεις. [612, 1991, 776, 2055]
table-cell: Μυλ. [709, 399, 727, 409]
subheading: Η ΧΡΥΣΗ ΛΙΡΑ [659, 751, 729, 761]
table-row [612, 581, 776, 591]
column-3-economy [612, 12, 776, 1129]
doctor-address: Σταδίου 10 — Δέχεται 6—8. Τηλέφωνον 612.178. [396, 784, 593, 794]
table-cell: 500.000 [745, 185, 776, 195]
continued-label: ΣΥΝΕΧΕΙΑ ΕΚ ΤΗΣ 1ης ΣΕΛΙΔΟΣ [1147, 106, 1300, 117]
table-row [612, 240, 776, 250]
article-text: μεγαλύτερο άπό τήν κατάστασιν τής οικονομικής ζωής. Τό κράτος όφείλει νά παρακολουθή άγρύπνως τάς διακυμάνσεις τών τιμών καί νά προλαμβάνη τάς κερδοσκοπικάς κινήσεις. [612, 2129, 776, 2192]
article-text: Ο κ. ΤΣΑΛΔΑΡΗΣ δηλοί ότι τό κόμμα του δέν θά συμπράξη είς μίαν τοιαύτην πολιτικήν. Κατά τήν χθεσινήν συνεδρίασιν τής Βουλής ό άρχηγός τού Λαϊκού Κόμματος κατηγόρησε τήν Κυβέρνησιν ότι δέν έτήρησε τάς ύποσχέσεις της. Ο κ. ΤΟΥΝΤΑΣ ύπεστήριξε τήν άνάγκην έκσυγχρονισμού. [1332, 497, 1540, 572]
table-cell: 'Αγρομ. [702, 350, 734, 360]
column-4 [789, 12, 1110, 2334]
doctor-name: Κ. ΧΡ. ΜΑΜΑΛΗΣ [980, 1403, 1084, 1417]
heading: ΕΠΙΚΑΙΡΑ [396, 259, 449, 270]
continued-label: ΣΥΝΕΧΕΙΑ ΕΚ ΤΗΣ 1ης ΣΕΛΙΔΟΣ [420, 108, 575, 119]
column-5 [1123, 12, 1544, 2334]
